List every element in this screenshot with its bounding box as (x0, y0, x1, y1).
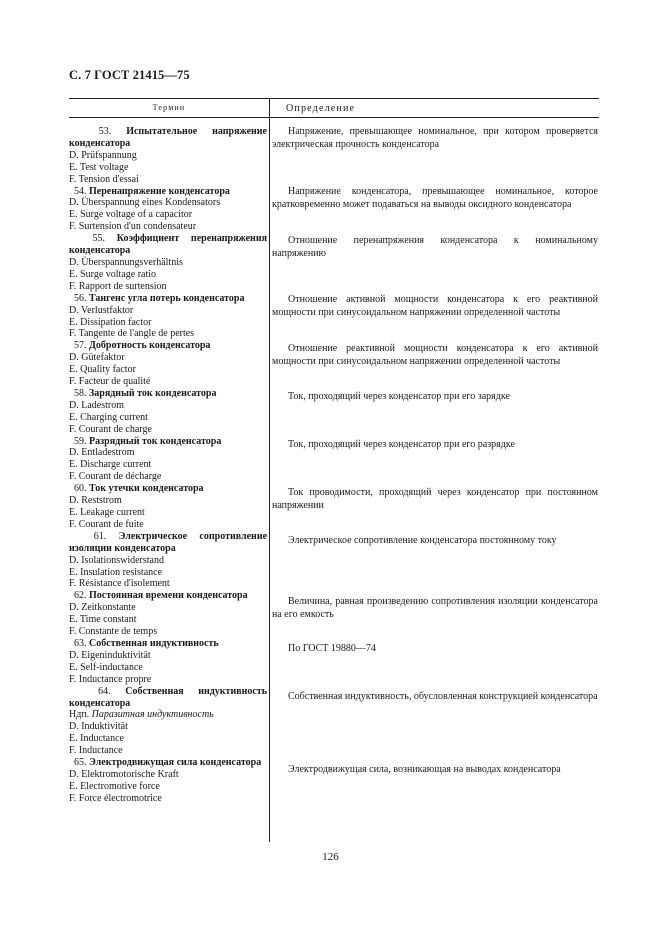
term-56-fr: F. Tangente de l'angle de pertes (69, 328, 195, 340)
term-60-de: D. Reststrom (69, 495, 122, 507)
table-top-rule (69, 98, 599, 99)
definition-65: Электродвижущая сила, возникающая на выводах конденсатора (288, 764, 561, 775)
term-59-de: D. Entladestrom (69, 447, 135, 459)
term-60-en: E. Leakage current (69, 507, 145, 518)
term-57-en: E. Quality factor (69, 364, 136, 376)
definition-62: Величина, равная произведению сопротивления изоляции конденсатора на его емкость (272, 596, 598, 620)
term-57: 57. Добротность конденсатора (74, 340, 211, 352)
term-63-en: E. Self-inductance (69, 661, 143, 673)
term-65: 65. Электродвижущая сила конденсатора (74, 757, 262, 769)
term-60: 60. Ток утечки конденсатора (74, 483, 204, 495)
term-61-en: E. Insulation resistance (69, 566, 163, 578)
term-53-en: E. Test voltage (69, 161, 129, 173)
term-64-en: E. Inductance (69, 733, 124, 745)
term-58: 58. Зарядный ток конденсатора (74, 387, 217, 399)
term-54: 54. Перенапряжение конденсатора (74, 185, 230, 197)
term-63: 63. Собственная индуктивность (74, 637, 219, 649)
term-65-de: D. Elektromotorische Kraft (69, 768, 179, 780)
term-62: 62. Постоянная времени конденсатора (74, 590, 248, 602)
term-53-fr: F. Tension d'essai (69, 173, 139, 185)
term-64-fr: F. Inductance (69, 745, 123, 757)
term-62-fr: F. Constante de temps (69, 626, 158, 638)
term-64: 64. Собственная индуктивность конденсатора (69, 685, 268, 709)
term-57-de: D. Gütefaktor (69, 352, 125, 364)
page-number: 126 (322, 851, 339, 863)
term-58-de: D. Ladestrom (69, 399, 124, 411)
definition-54: Напряжение конденсатора, превышающее номинальное, которое кратковременно может подаваться на выводы оксидного конденсатора (272, 186, 598, 210)
term-55: 55. Коэффициент перенапряжения конденсатора (69, 233, 267, 257)
term-56-de: D. Verlustfaktor (69, 304, 134, 316)
term-58-fr: F. Courant de charge (69, 423, 152, 435)
definition-61: Электрическое сопротивление конденсатора постоянному току (288, 535, 557, 546)
term-62-de: D. Zeitkonstante (69, 602, 136, 614)
definition-60: Ток проводимости, проходящий через конденсатор при постоянном напряжении (272, 487, 598, 511)
term-57-fr: F. Facteur de qualité (69, 376, 151, 388)
term-59-fr: F. Courant de décharge (69, 471, 162, 483)
definition-59: Ток, проходящий через конденсатор при его разрядке (288, 439, 515, 450)
term-55-en: E. Surge voltage ratio (69, 268, 157, 280)
definition-53: Напряжение, превышающее номинальное, при котором проверяется электрическая прочность конденсатора (272, 126, 598, 150)
term-60-fr: F. Courant de fuite (69, 518, 144, 530)
term-58-en: E. Charging current (69, 411, 148, 423)
term-54-de: D. Überspannung eines Kondensators (69, 197, 221, 209)
definition-63: По ГОСТ 19880—74 (288, 643, 376, 654)
definition-64: Собственная индуктивность, обусловленная конструкцией конденсатора (288, 691, 598, 702)
term-65-en: E. Electromotive force (69, 780, 160, 792)
definition-55: Отношение перенапряжения конденсатора к номинальному напряжению (272, 235, 598, 259)
terms-column (69, 126, 267, 805)
term-56: 56. Тангенс угла потерь конденсатора (74, 292, 245, 304)
term-64-de: D. Induktivität (69, 721, 128, 733)
term-62-en: E. Time constant (69, 614, 137, 626)
page-header: С. 7 ГОСТ 21415—75 (69, 68, 190, 82)
column-header-definition: Определение (286, 103, 356, 114)
term-64-ndp: Ндп. Паразитная индуктивность (69, 709, 214, 721)
term-55-de: D. Überspannungsverhältnis (69, 256, 183, 268)
term-59: 59. Разрядный ток конденсатора (74, 435, 222, 447)
term-61: 61. Электрическое сопротивление изоляции конденсатора (69, 530, 268, 554)
term-59-en: E. Discharge current (69, 459, 152, 471)
term-54-fr: F. Surtension d'un condensateur (69, 221, 197, 233)
term-65-fr: F. Force électromotrice (69, 792, 162, 804)
column-header-term: Термин (152, 103, 186, 112)
definition-56: Отношение активной мощности конденсатора к его реактивной мощности при синусоидальном напряжении определенной частоты (272, 294, 598, 318)
term-61-de: D. Isolationswiderstand (69, 554, 164, 566)
term-54-en: E. Surge voltage of a capacitor (69, 209, 193, 221)
term-63-fr: F. Inductance propre (69, 673, 152, 685)
table-header-rule (69, 117, 599, 118)
term-56-en: E. Dissipation factor (69, 316, 152, 328)
term-55-fr: F. Rapport de surtension (69, 280, 167, 292)
definition-57: Отношение реактивной мощности конденсатора к его активной мощности при синусоидальном напряжении определенной частоты (272, 343, 598, 367)
term-53-de: D. Prüfspannung (69, 149, 137, 161)
definition-58: Ток, проходящий через конденсатор при его зарядке (288, 391, 510, 402)
column-divider (269, 98, 270, 842)
term-61-fr: F. Résistance d'isolement (69, 578, 170, 590)
term-53: 53. Испытательное напряжение конденсатора (69, 126, 267, 149)
term-63-de: D. Eigeninduktivität (69, 649, 151, 661)
